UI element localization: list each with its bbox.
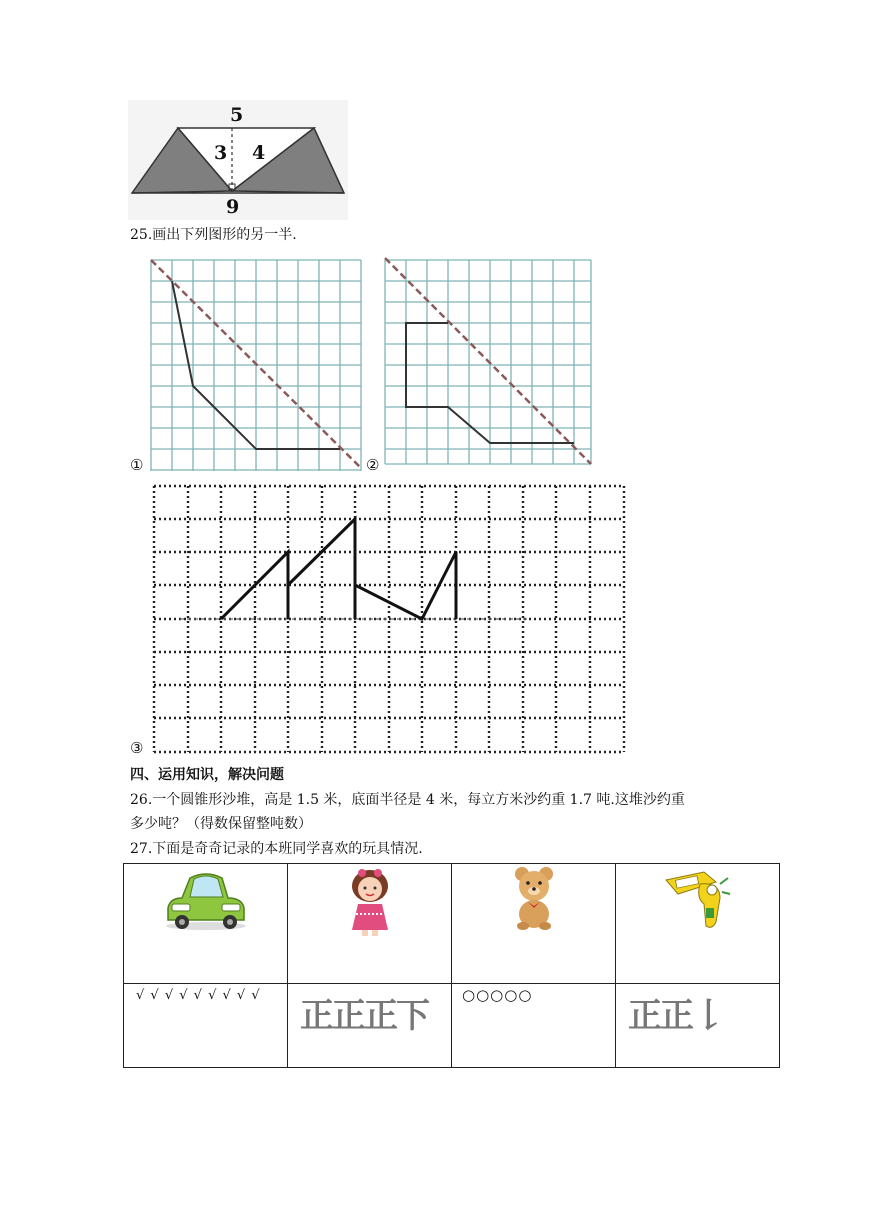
section-heading: 四、运用知识，解决问题 <box>130 767 284 783</box>
toy-records-row <box>124 984 780 1068</box>
toy-cell-bear <box>452 864 616 984</box>
question-26-line2: 多少吨？（得数保留整吨数） <box>130 816 312 832</box>
grid-1-svg <box>148 255 368 471</box>
label-right-4: 4 <box>252 142 266 164</box>
record-car-checkmarks: √ √ √ √ √ √ √ √ √ <box>136 988 261 1003</box>
question-26-line1: 26.一个圆锥形沙堆，高是 1.5 米，底面半径是 4 米，每立方米沙约重 1.7 吨.这堆沙约重 <box>130 792 685 808</box>
question-25: 25.画出下列图形的另一半. <box>130 227 297 243</box>
figure-1-label: ① <box>130 456 144 474</box>
toy-table <box>123 863 780 1068</box>
figure-2-label: ② <box>366 456 380 474</box>
question-27: 27.下面是奇奇记录的本班同学喜欢的玩具情况. <box>130 841 423 857</box>
toy-cell-doll <box>288 864 452 984</box>
record-bear-circles: ○○○○○ <box>462 986 533 1004</box>
toy-cell-car <box>124 864 288 984</box>
doll-icon <box>288 864 451 979</box>
grid-figure-1 <box>148 255 368 471</box>
grid-figure-3 <box>150 484 630 754</box>
grid-figure-2 <box>382 255 597 471</box>
label-bottom-9: 9 <box>226 196 240 218</box>
toy-cell-gun <box>616 864 780 984</box>
teddy-bear-icon <box>452 864 615 979</box>
trapezoid-figure <box>128 100 348 220</box>
label-left-3: 3 <box>214 142 228 164</box>
label-top-5: 5 <box>230 104 244 126</box>
record-car <box>124 984 288 1068</box>
grid-2-svg <box>382 255 597 471</box>
record-bear <box>452 984 616 1068</box>
record-gun-tally: 正正𠄌 <box>628 996 724 1036</box>
record-doll-tally: 正正正下 <box>300 996 428 1036</box>
record-gun <box>616 984 780 1068</box>
toy-gun-icon <box>616 864 779 979</box>
toy-car-icon <box>124 864 287 979</box>
record-doll <box>288 984 452 1068</box>
toy-icons-row <box>124 864 780 984</box>
grid-3-svg <box>150 484 630 754</box>
figure-3-label: ③ <box>130 739 144 757</box>
